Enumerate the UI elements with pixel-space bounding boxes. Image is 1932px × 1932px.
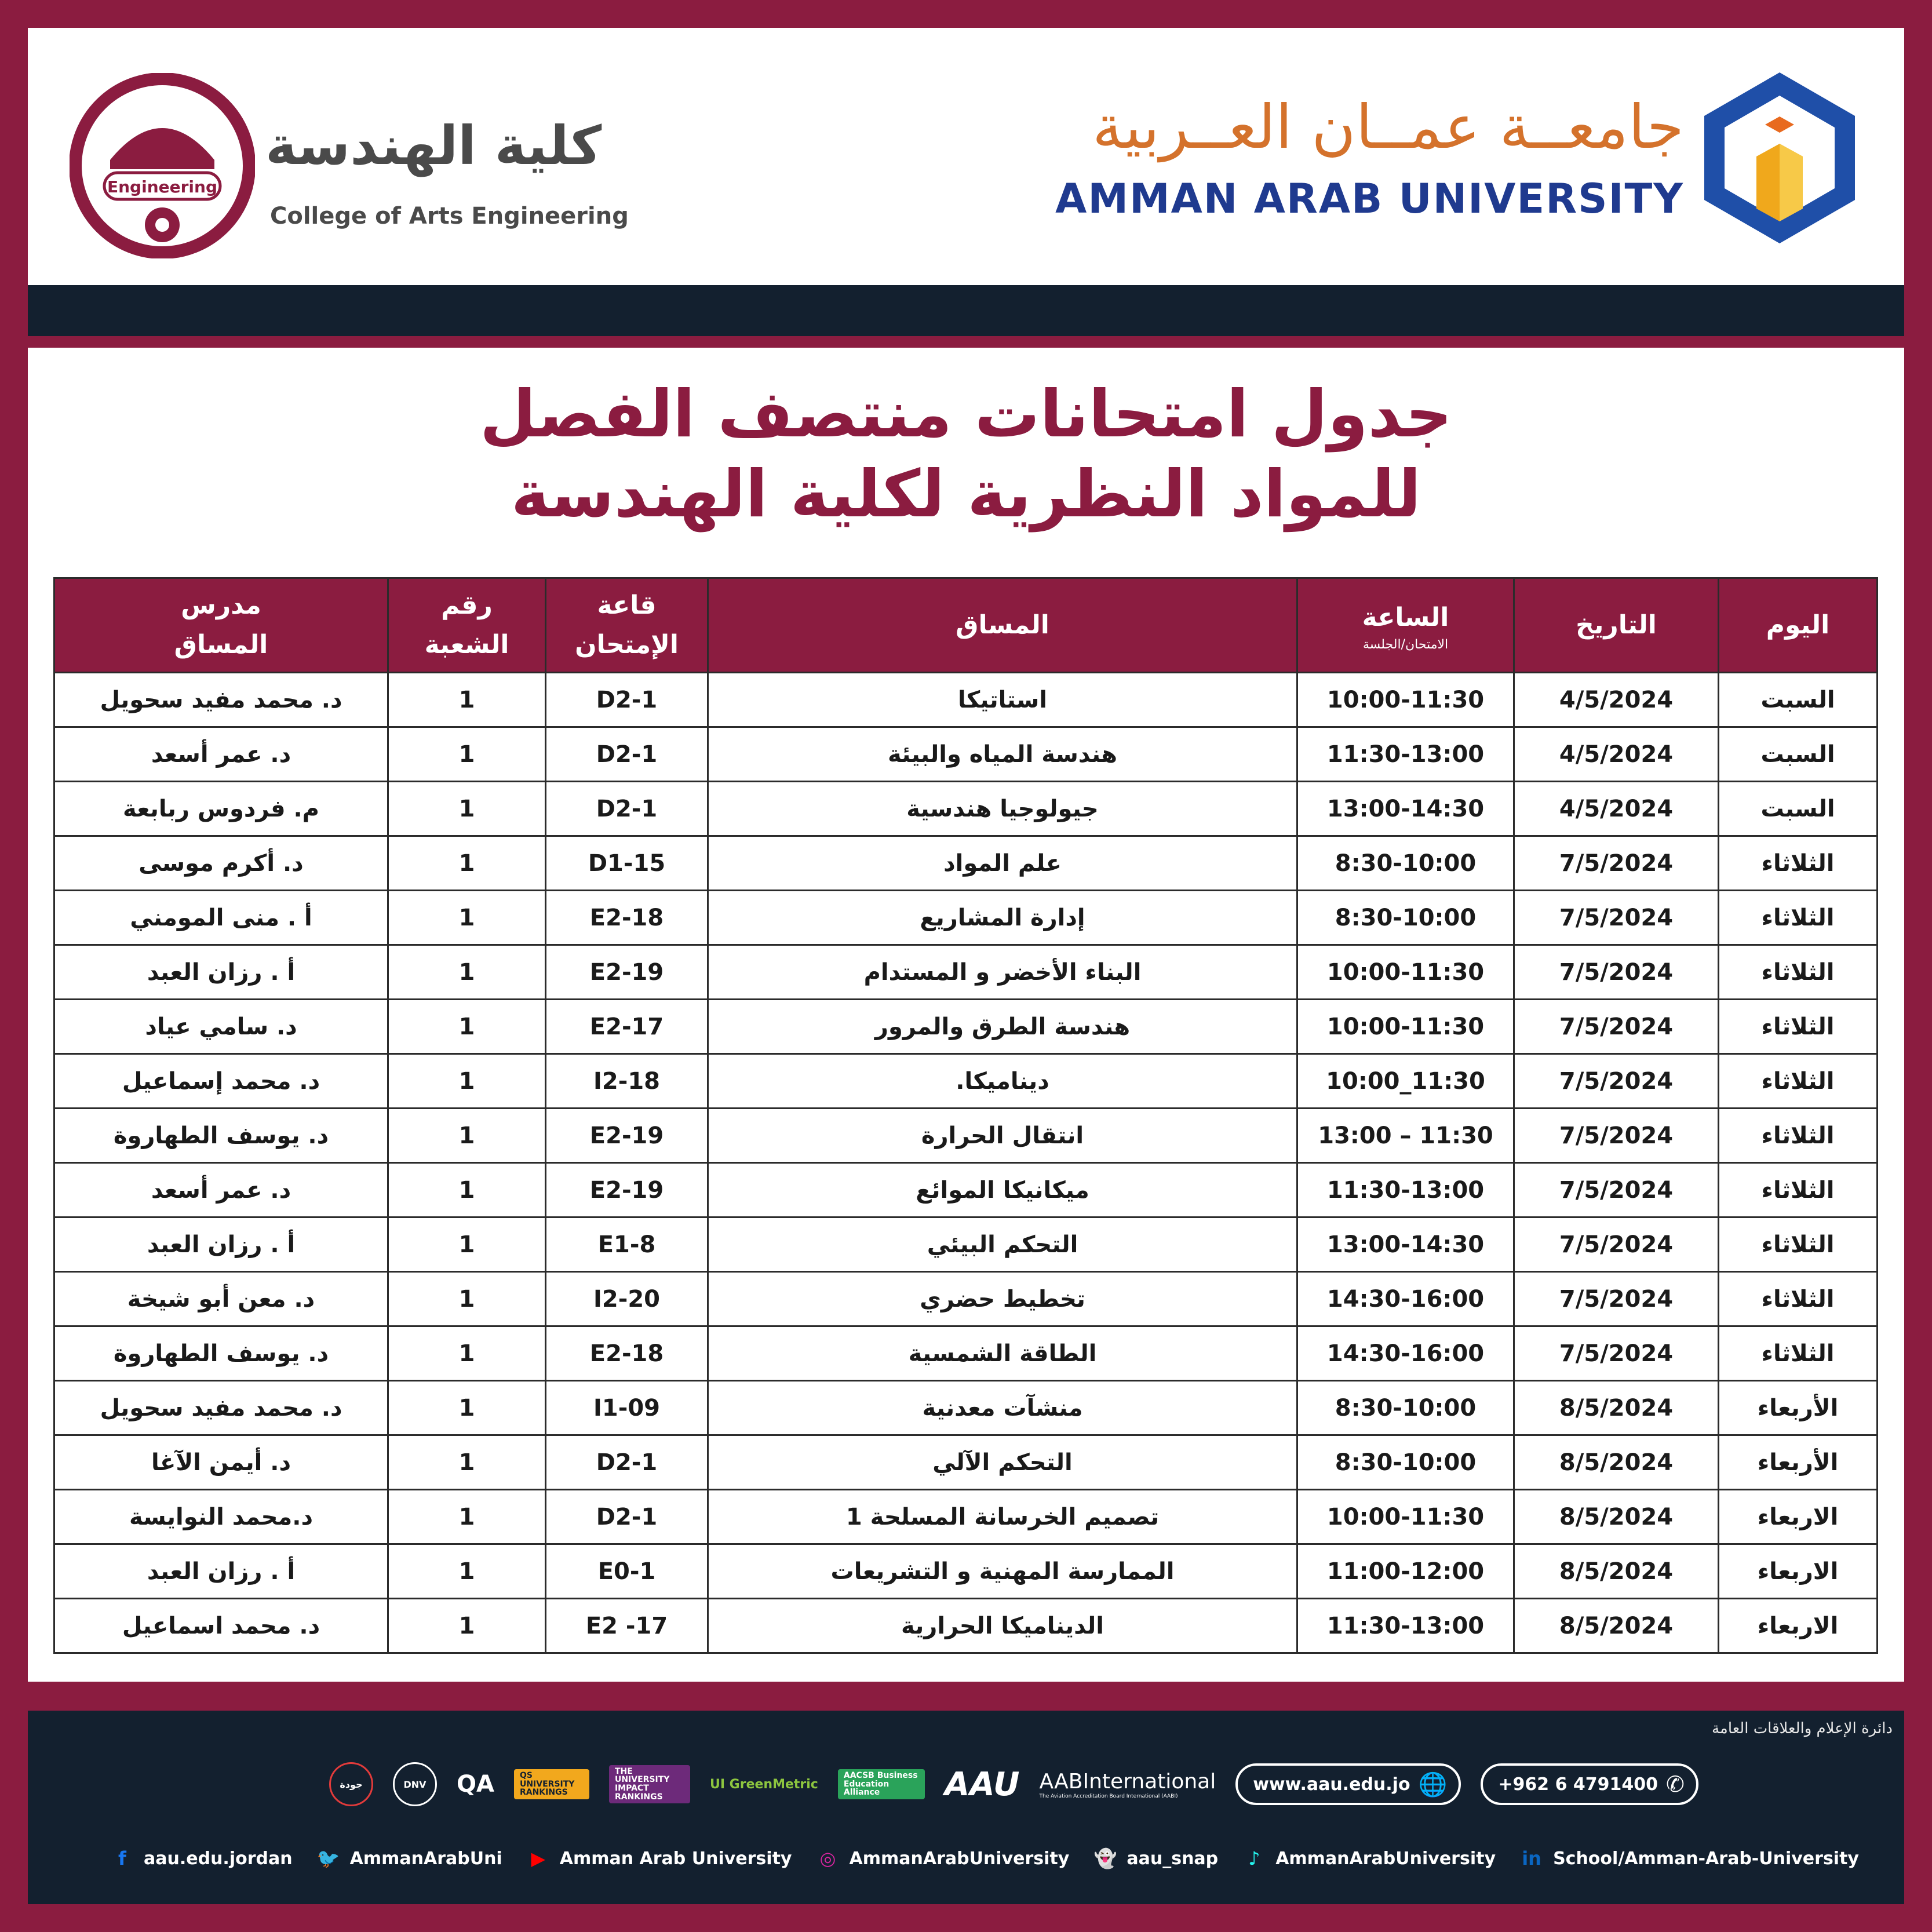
table-row [54, 1326, 1878, 1381]
cell-day: السبت [1719, 782, 1878, 836]
cell-day: الاربعاء [1719, 1544, 1878, 1599]
cell-room: E2-19 [546, 945, 708, 1000]
cell-instructor: د. معن أبو شيخة [54, 1272, 388, 1326]
table-row [54, 1544, 1878, 1599]
social-handle: aau.edu.jordan [144, 1848, 293, 1869]
cell-room: D2-1 [546, 1435, 708, 1490]
cell-room: I1-09 [546, 1381, 708, 1435]
table-row [54, 945, 1878, 1000]
cell-section: 1 [388, 891, 546, 945]
cell-instructor: د. أكرم موسى [54, 836, 388, 891]
cell-section: 1 [388, 1272, 546, 1326]
table-row [54, 673, 1878, 727]
cell-date: 4/5/2024 [1514, 782, 1719, 836]
cell-course: تصميم الخرسانة المسلحة 1 [708, 1490, 1297, 1544]
cell-room: E2 -17 [546, 1599, 708, 1653]
cell-day: الثلاثاء [1719, 945, 1878, 1000]
cell-time: 13:00-14:30 [1297, 1217, 1514, 1272]
cell-instructor: م. فردوس ربابعة [54, 782, 388, 836]
social-link-snapchat[interactable] [1092, 1845, 1218, 1872]
cell-section: 1 [388, 1109, 546, 1163]
cell-section: 1 [388, 1326, 546, 1381]
cell-course: ميكانيكا الموائع [708, 1163, 1297, 1217]
cell-instructor: د.محمد النوايسة [54, 1490, 388, 1544]
cell-section: 1 [388, 727, 546, 782]
cell-day: الأربعاء [1719, 1381, 1878, 1435]
aabi-caption: The Aviation Accreditation Board International (AABI) [1039, 1793, 1178, 1799]
linkedin-icon: in [1522, 1847, 1541, 1869]
cell-time: 11:30-13:00 [1297, 1599, 1514, 1653]
cell-time: 11:30-13:00 [1297, 1163, 1514, 1217]
cell-day: الثلاثاء [1719, 1109, 1878, 1163]
table-row [54, 1163, 1878, 1217]
table-row [54, 891, 1878, 945]
header [28, 28, 1904, 285]
cell-instructor: د. أيمن الآغا [54, 1435, 388, 1490]
cell-section: 1 [388, 836, 546, 891]
header-divider [28, 285, 1904, 336]
cell-room: E2-18 [546, 891, 708, 945]
cell-instructor: أ . رزان العبد [54, 1544, 388, 1599]
cell-room: D2-1 [546, 727, 708, 782]
cell-date: 4/5/2024 [1514, 727, 1719, 782]
cell-section: 1 [388, 1000, 546, 1054]
aabi-logo [1040, 1770, 1216, 1799]
social-handle: AmmanArabUni [349, 1848, 502, 1869]
cell-course: الطاقة الشمسية [708, 1326, 1297, 1381]
cell-course: التحكم البيئي [708, 1217, 1297, 1272]
cell-time: 13:00-14:30 [1297, 782, 1514, 836]
cell-time: 14:30-16:00 [1297, 1326, 1514, 1381]
table-row [54, 1490, 1878, 1544]
social-handle: School/Amman-Arab-University [1553, 1848, 1859, 1869]
cell-course: البناء الأخضر و المستدام [708, 945, 1297, 1000]
table-row [54, 1217, 1878, 1272]
cell-day: الثلاثاء [1719, 836, 1878, 891]
snapchat-icon: 👻 [1093, 1847, 1117, 1869]
cell-room: E2-19 [546, 1109, 708, 1163]
department-label: دائرة الإعلام والعلاقات العامة [1711, 1720, 1893, 1737]
cell-course: الديناميكا الحرارية [708, 1599, 1297, 1653]
table-row [54, 1435, 1878, 1490]
cell-date: 7/5/2024 [1514, 945, 1719, 1000]
cell-room: I2-18 [546, 1054, 708, 1109]
cell-room: E1-8 [546, 1217, 708, 1272]
cell-time: 10:00-11:30 [1297, 1490, 1514, 1544]
table-header-row [54, 578, 1878, 673]
college-name-en: College of Arts Engineering [270, 203, 629, 229]
cell-instructor: د. محمد إسماعيل [54, 1054, 388, 1109]
cell-section: 1 [388, 1381, 546, 1435]
cell-course: منشآت معدنية [708, 1381, 1297, 1435]
cell-course: ديناميكا. [708, 1054, 1297, 1109]
instagram-icon: ◎ [819, 1847, 836, 1869]
header-instructor: مدرس المساق [54, 578, 388, 673]
college-name-ar: كلية الهندسة [265, 115, 602, 177]
header-time: الساعة الامتحان/الجلسة [1297, 578, 1514, 673]
facebook-icon: f [118, 1847, 126, 1869]
cell-section: 1 [388, 1435, 546, 1490]
cell-date: 4/5/2024 [1514, 673, 1719, 727]
cell-section: 1 [388, 1163, 546, 1217]
cell-date: 7/5/2024 [1514, 836, 1719, 891]
cell-room: D2-1 [546, 1490, 708, 1544]
the-impact-rankings-logo: THE UNIVERSITY IMPACT RANKINGS [609, 1765, 690, 1804]
cell-time: 10:00-11:30 [1297, 673, 1514, 727]
website-link[interactable] [1235, 1763, 1461, 1805]
greenmetric-logo: UI GreenMetric [709, 1777, 818, 1792]
cell-time: 10:00-11:30 [1297, 945, 1514, 1000]
cell-instructor: د. يوسف الطهاروة [54, 1326, 388, 1381]
social-link-tiktok[interactable] [1241, 1845, 1496, 1872]
cell-course: التحكم الآلي [708, 1435, 1297, 1490]
cell-day: السبت [1719, 673, 1878, 727]
social-links [109, 1845, 1859, 1872]
phone-link[interactable] [1481, 1763, 1698, 1805]
university-name-en: AMMAN ARAB UNIVERSITY [1055, 175, 1684, 223]
cell-course: استاتيكا [708, 673, 1297, 727]
cell-day: الثلاثاء [1719, 1000, 1878, 1054]
cell-instructor: د. محمد اسماعيل [54, 1599, 388, 1653]
social-handle: aau_snap [1127, 1848, 1219, 1869]
aabi-logo-text: AABInternational [1039, 1769, 1216, 1794]
cell-instructor: د. عمر أسعد [54, 727, 388, 782]
cell-instructor: د. محمد مفيد سحويل [54, 1381, 388, 1435]
cell-room: E2-18 [546, 1326, 708, 1381]
cell-room: D2-1 [546, 782, 708, 836]
cell-day: الثلاثاء [1719, 1326, 1878, 1381]
cell-time: 13:00 – 11:30 [1297, 1109, 1514, 1163]
header-day: اليوم [1719, 578, 1878, 673]
social-handle: AmmanArabUniversity [849, 1848, 1070, 1869]
table-row [54, 782, 1878, 836]
cell-course: هندسة الطرق والمرور [708, 1000, 1297, 1054]
cell-day: الثلاثاء [1719, 1272, 1878, 1326]
social-link-facebook[interactable] [109, 1845, 293, 1872]
cell-instructor: أ . رزان العبد [54, 1217, 388, 1272]
university-logo [1701, 70, 1858, 243]
cell-course: هندسة المياه والبيئة [708, 727, 1297, 782]
cell-instructor: د. محمد مفيد سحويل [54, 673, 388, 727]
jawda-logo: جودة [329, 1762, 373, 1806]
cell-time: 8:30-10:00 [1297, 836, 1514, 891]
table-row [54, 727, 1878, 782]
cell-room: D2-1 [546, 673, 708, 727]
cell-time: 10:00-11:30 [1297, 1000, 1514, 1054]
table-row [54, 836, 1878, 891]
phone-icon: ✆ [1666, 1771, 1685, 1797]
cell-section: 1 [388, 1544, 546, 1599]
header-course: المساق [708, 578, 1297, 673]
table-row [54, 1054, 1878, 1109]
aacsb-logo: AACSB Business Education Alliance [838, 1769, 925, 1799]
cell-date: 8/5/2024 [1514, 1435, 1719, 1490]
globe-icon: 🌐 [1418, 1771, 1448, 1798]
cell-room: I2-20 [546, 1272, 708, 1326]
social-handle: AmmanArabUniversity [1275, 1848, 1496, 1869]
table-body [54, 673, 1878, 1653]
cell-room: E2-19 [546, 1163, 708, 1217]
cell-instructor: د. يوسف الطهاروة [54, 1109, 388, 1163]
qs-rankings-logo: QS UNIVERSITY RANKINGS [514, 1769, 589, 1799]
cell-day: الاربعاء [1719, 1599, 1878, 1653]
cell-time: 8:30-10:00 [1297, 1381, 1514, 1435]
twitter-icon: 🐦 [316, 1847, 340, 1869]
cell-day: السبت [1719, 727, 1878, 782]
social-link-instagram[interactable] [815, 1845, 1070, 1872]
cell-time: 11:30-13:00 [1297, 727, 1514, 782]
social-handle: Amman Arab University [559, 1848, 792, 1869]
cell-time: 8:30-10:00 [1297, 1435, 1514, 1490]
page-title: جدول امتحانات منتصف الفصل [480, 377, 1452, 452]
exam-schedule-table [53, 577, 1878, 1654]
header-section: رقم الشعبة [388, 578, 546, 673]
cell-section: 1 [388, 945, 546, 1000]
cell-date: 7/5/2024 [1514, 1054, 1719, 1109]
table-row [54, 1599, 1878, 1653]
page-subtitle: للمواد النظرية لكلية الهندسة [511, 457, 1421, 532]
main-content [28, 348, 1904, 1682]
cell-section: 1 [388, 673, 546, 727]
cell-time: 11:00-12:00 [1297, 1544, 1514, 1599]
cell-section: 1 [388, 1599, 546, 1653]
cell-course: الممارسة المهنية و التشريعات [708, 1544, 1297, 1599]
footer [28, 1711, 1904, 1904]
cell-section: 1 [388, 782, 546, 836]
cell-date: 7/5/2024 [1514, 1000, 1719, 1054]
cell-day: الأربعاء [1719, 1435, 1878, 1490]
cell-course: انتقال الحرارة [708, 1109, 1297, 1163]
table-row [54, 1272, 1878, 1326]
social-link-youtube[interactable] [525, 1845, 792, 1872]
accreditation-logos [329, 1758, 1698, 1810]
cell-day: الاربعاء [1719, 1490, 1878, 1544]
website-text: www.aau.edu.jo [1253, 1774, 1410, 1795]
cell-day: الثلاثاء [1719, 1217, 1878, 1272]
cell-course: علم المواد [708, 836, 1297, 891]
cell-time: 10:00_11:30 [1297, 1054, 1514, 1109]
table-row [54, 1109, 1878, 1163]
cell-time: 8:30-10:00 [1297, 891, 1514, 945]
table-row [54, 1381, 1878, 1435]
dnv-logo: DNV [393, 1762, 437, 1806]
cell-instructor: أ . منى المومني [54, 891, 388, 945]
cell-course: تخطيط حضري [708, 1272, 1297, 1326]
cell-section: 1 [388, 1054, 546, 1109]
cell-day: الثلاثاء [1719, 891, 1878, 945]
table-row [54, 1000, 1878, 1054]
social-link-linkedin[interactable] [1518, 1845, 1859, 1872]
cell-room: D1-15 [546, 836, 708, 891]
engineering-logo-text: Engineering [107, 177, 217, 196]
cell-instructor: أ . رزان العبد [54, 945, 388, 1000]
cell-section: 1 [388, 1217, 546, 1272]
youtube-icon: ▶ [531, 1847, 546, 1869]
university-name-ar: جامعــة عمــان العــربية [1092, 92, 1684, 162]
cell-date: 7/5/2024 [1514, 1163, 1719, 1217]
cell-date: 8/5/2024 [1514, 1544, 1719, 1599]
cell-time: 14:30-16:00 [1297, 1272, 1514, 1326]
cell-instructor: د. عمر أسعد [54, 1163, 388, 1217]
header-room: قاعة الإمتحان [546, 578, 708, 673]
qa-logo: QA [457, 1771, 494, 1798]
engineering-logo [70, 73, 255, 258]
cell-day: الثلاثاء [1719, 1054, 1878, 1109]
cell-date: 8/5/2024 [1514, 1599, 1719, 1653]
cell-instructor: د. سامي عياد [54, 1000, 388, 1054]
tiktok-icon: ♪ [1248, 1847, 1260, 1869]
cell-room: E0-1 [546, 1544, 708, 1599]
header-date: التاريخ [1514, 578, 1719, 673]
cell-date: 7/5/2024 [1514, 1109, 1719, 1163]
cell-date: 8/5/2024 [1514, 1381, 1719, 1435]
cell-date: 7/5/2024 [1514, 1272, 1719, 1326]
phone-text: +962 6 4791400 [1498, 1774, 1658, 1795]
cell-date: 7/5/2024 [1514, 1217, 1719, 1272]
cell-day: الثلاثاء [1719, 1163, 1878, 1217]
cell-room: E2-17 [546, 1000, 708, 1054]
cell-course: جيولوجيا هندسية [708, 782, 1297, 836]
cell-date: 7/5/2024 [1514, 891, 1719, 945]
cell-course: إدارة المشاريع [708, 891, 1297, 945]
social-link-twitter[interactable] [315, 1845, 502, 1872]
aau-logo: AAU [944, 1765, 1020, 1803]
cell-date: 8/5/2024 [1514, 1490, 1719, 1544]
cell-section: 1 [388, 1490, 546, 1544]
cell-date: 7/5/2024 [1514, 1326, 1719, 1381]
